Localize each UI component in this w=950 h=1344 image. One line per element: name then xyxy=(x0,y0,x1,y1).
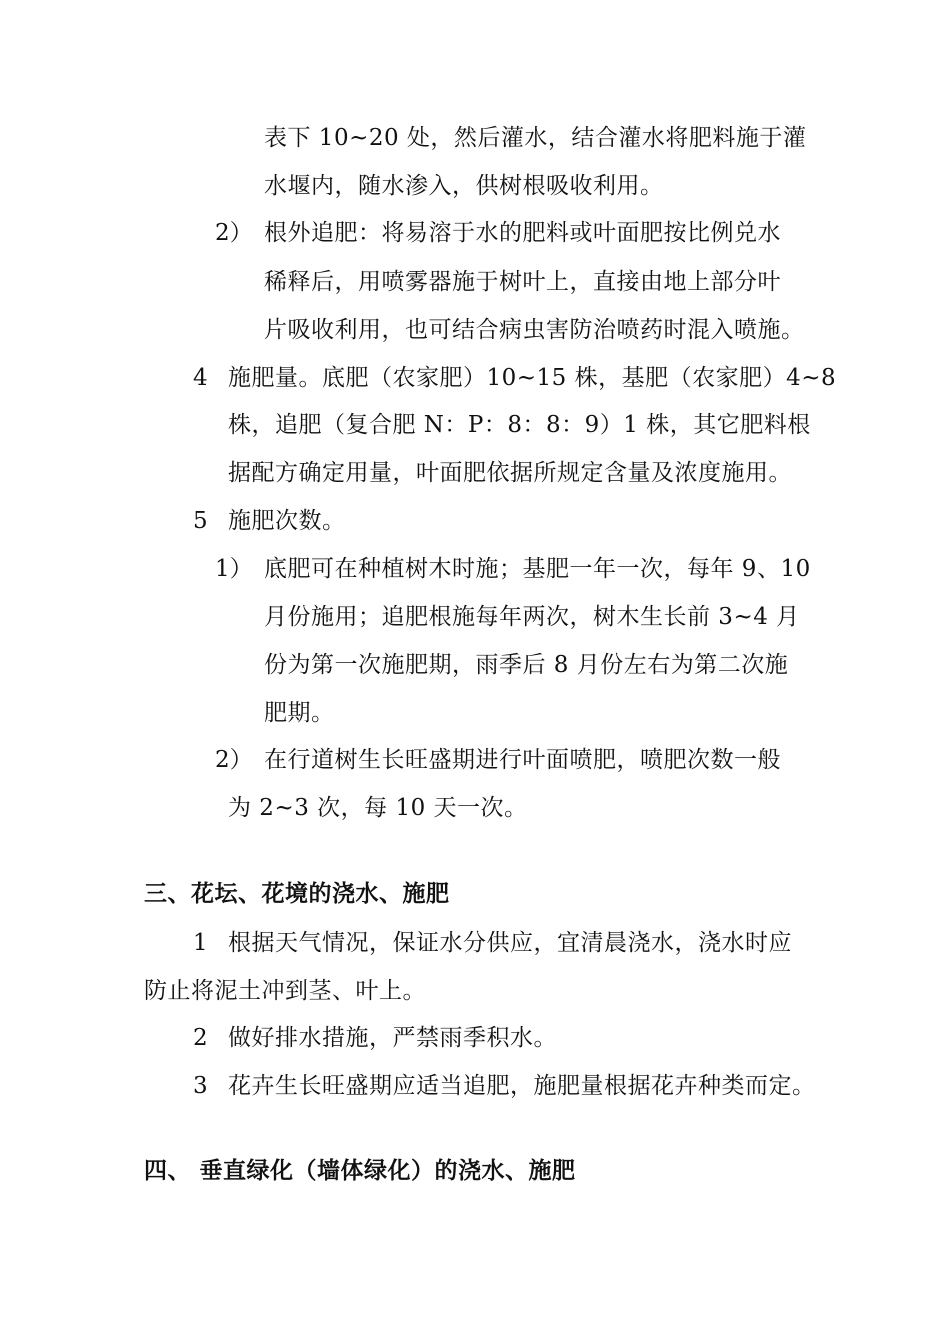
paragraph-line: 根外追肥：将易溶于水的肥料或叶面肥按比例兑水 xyxy=(264,220,781,246)
paragraph-line: 稀释后，用喷雾器施于树叶上，直接由地上部分叶 xyxy=(264,269,781,295)
list-number: 4 xyxy=(193,365,208,391)
section-heading: 三、花坛、花境的浇水、施肥 xyxy=(144,881,450,907)
paragraph-line: 施肥量。底肥（农家肥）10~15 株，基肥（农家肥）4~8 xyxy=(228,365,837,391)
paragraph-line: 表下 10~20 处，然后灌水，结合灌水将肥料施于灌 xyxy=(264,125,807,151)
paragraph-line: 施肥次数。 xyxy=(228,508,346,534)
paragraph-line: 肥期。 xyxy=(264,700,335,726)
paragraph-line: 株，追肥（复合肥 N：P：8：8：9）1 株，其它肥料根 xyxy=(228,412,811,438)
paragraph-line: 片吸收利用，也可结合病虫害防治喷药时混入喷施。 xyxy=(264,317,805,343)
list-number: 2 xyxy=(193,1025,208,1051)
list-number: 5 xyxy=(193,508,208,534)
list-number: 2） xyxy=(215,747,253,773)
list-number: 3 xyxy=(193,1073,208,1099)
paragraph-line: 为 2~3 次，每 10 天一次。 xyxy=(228,795,528,821)
paragraph-line: 根据天气情况，保证水分供应，宜清晨浇水，浇水时应 xyxy=(228,930,792,956)
list-number: 1 xyxy=(193,930,208,956)
list-number: 2） xyxy=(215,220,253,246)
paragraph-line: 在行道树生长旺盛期进行叶面喷肥，喷肥次数一般 xyxy=(264,747,781,773)
list-number: 1） xyxy=(215,556,253,582)
paragraph-line: 据配方确定用量，叶面肥依据所规定含量及浓度施用。 xyxy=(228,460,792,486)
paragraph-line: 花卉生长旺盛期应适当追肥，施肥量根据花卉种类而定。 xyxy=(228,1073,816,1099)
paragraph-line: 月份施用；追肥根施每年两次，树木生长前 3~4 月 xyxy=(264,604,800,630)
paragraph-line: 底肥可在种植树木时施；基肥一年一次，每年 9、10 xyxy=(264,556,811,582)
paragraph-line: 份为第一次施肥期，雨季后 8 月份左右为第二次施 xyxy=(264,652,789,678)
paragraph-line: 水堰内，随水渗入，供树根吸收利用。 xyxy=(264,173,664,199)
section-heading: 四、 垂直绿化（墙体绿化）的浇水、施肥 xyxy=(144,1158,576,1184)
paragraph-line: 做好排水措施，严禁雨季积水。 xyxy=(228,1025,557,1051)
paragraph-line: 防止将泥土冲到茎、叶上。 xyxy=(144,978,426,1004)
